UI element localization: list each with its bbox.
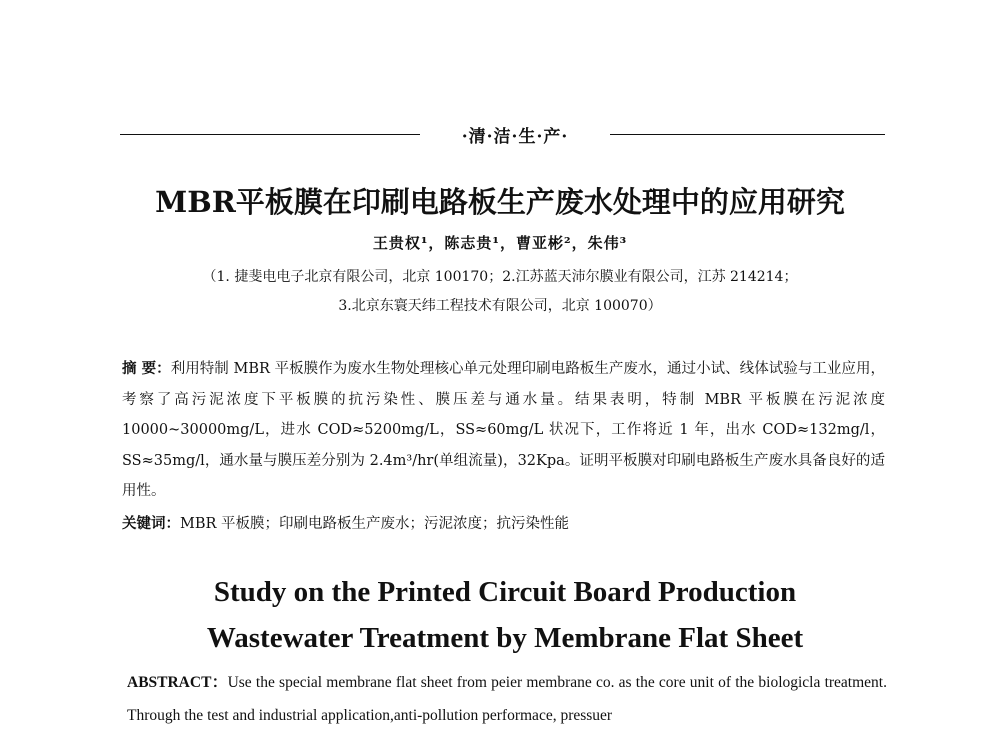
- keywords-label: 关键词：: [122, 516, 180, 532]
- english-abstract-label: ABSTRACT：: [127, 674, 228, 691]
- keywords-text: MBR 平板膜；印刷电路板生产废水；污泥浓度；抗污染性能: [180, 516, 570, 532]
- chinese-abstract: [122, 354, 885, 507]
- affiliation-line-1: （1. 捷斐电电子北京有限公司，北京 100170；2.江苏蓝天沛尔膜业有限公司，江苏 214214；: [202, 269, 798, 285]
- english-abstract: [127, 666, 887, 732]
- english-title-line-1: Study on the Printed Circuit Board Production: [213, 576, 797, 608]
- english-title-line-2: Wastewater Treatment by Membrane Flat Sheet: [206, 622, 804, 654]
- section-header: [120, 122, 885, 146]
- header-rule-right: [610, 134, 885, 135]
- chinese-keywords: [122, 512, 885, 536]
- chinese-abstract-text: 利用特制 MBR 平板膜作为废水生物处理核心单元处理印刷电路板生产废水，通过小试、线体试验与工业应用，考察了高污泥浓度下平板膜的抗污染性、膜压差与通水量。结果表明，特制 MBR 平板膜在污泥浓度 10000~30000mg/L，进水 COD≈5200mg/L，SS≈60mg/L 状况下，工作将近 1 年，出水 COD≈132mg/l，SS≈35mg/l，通水量与膜压差分别为 2.4m³/hr(单组流量)，32Kpa。证明平板膜对印刷电路板生产废水具备良好的适用性。: [122, 361, 885, 499]
- authors: 王贵权¹，陈志贵¹，曹亚彬²，朱伟³: [372, 234, 628, 252]
- header-rule-left: [120, 134, 420, 135]
- english-abstract-text: Use the special membrane flat sheet from peier membrane co. as the core unit of the biologicla treatment. Through the test and industrial application,anti-pollution performace, pressuer: [127, 674, 887, 724]
- chinese-abstract-label: 摘 要：: [122, 361, 171, 377]
- section-label: ·清·洁·生·产·: [461, 127, 569, 147]
- chinese-title: MBR平板膜在印刷电路板生产废水处理中的应用研究: [155, 185, 845, 219]
- affiliation-line-2: 3.北京东寰天纬工程技术有限公司，北京 100070）: [338, 298, 662, 314]
